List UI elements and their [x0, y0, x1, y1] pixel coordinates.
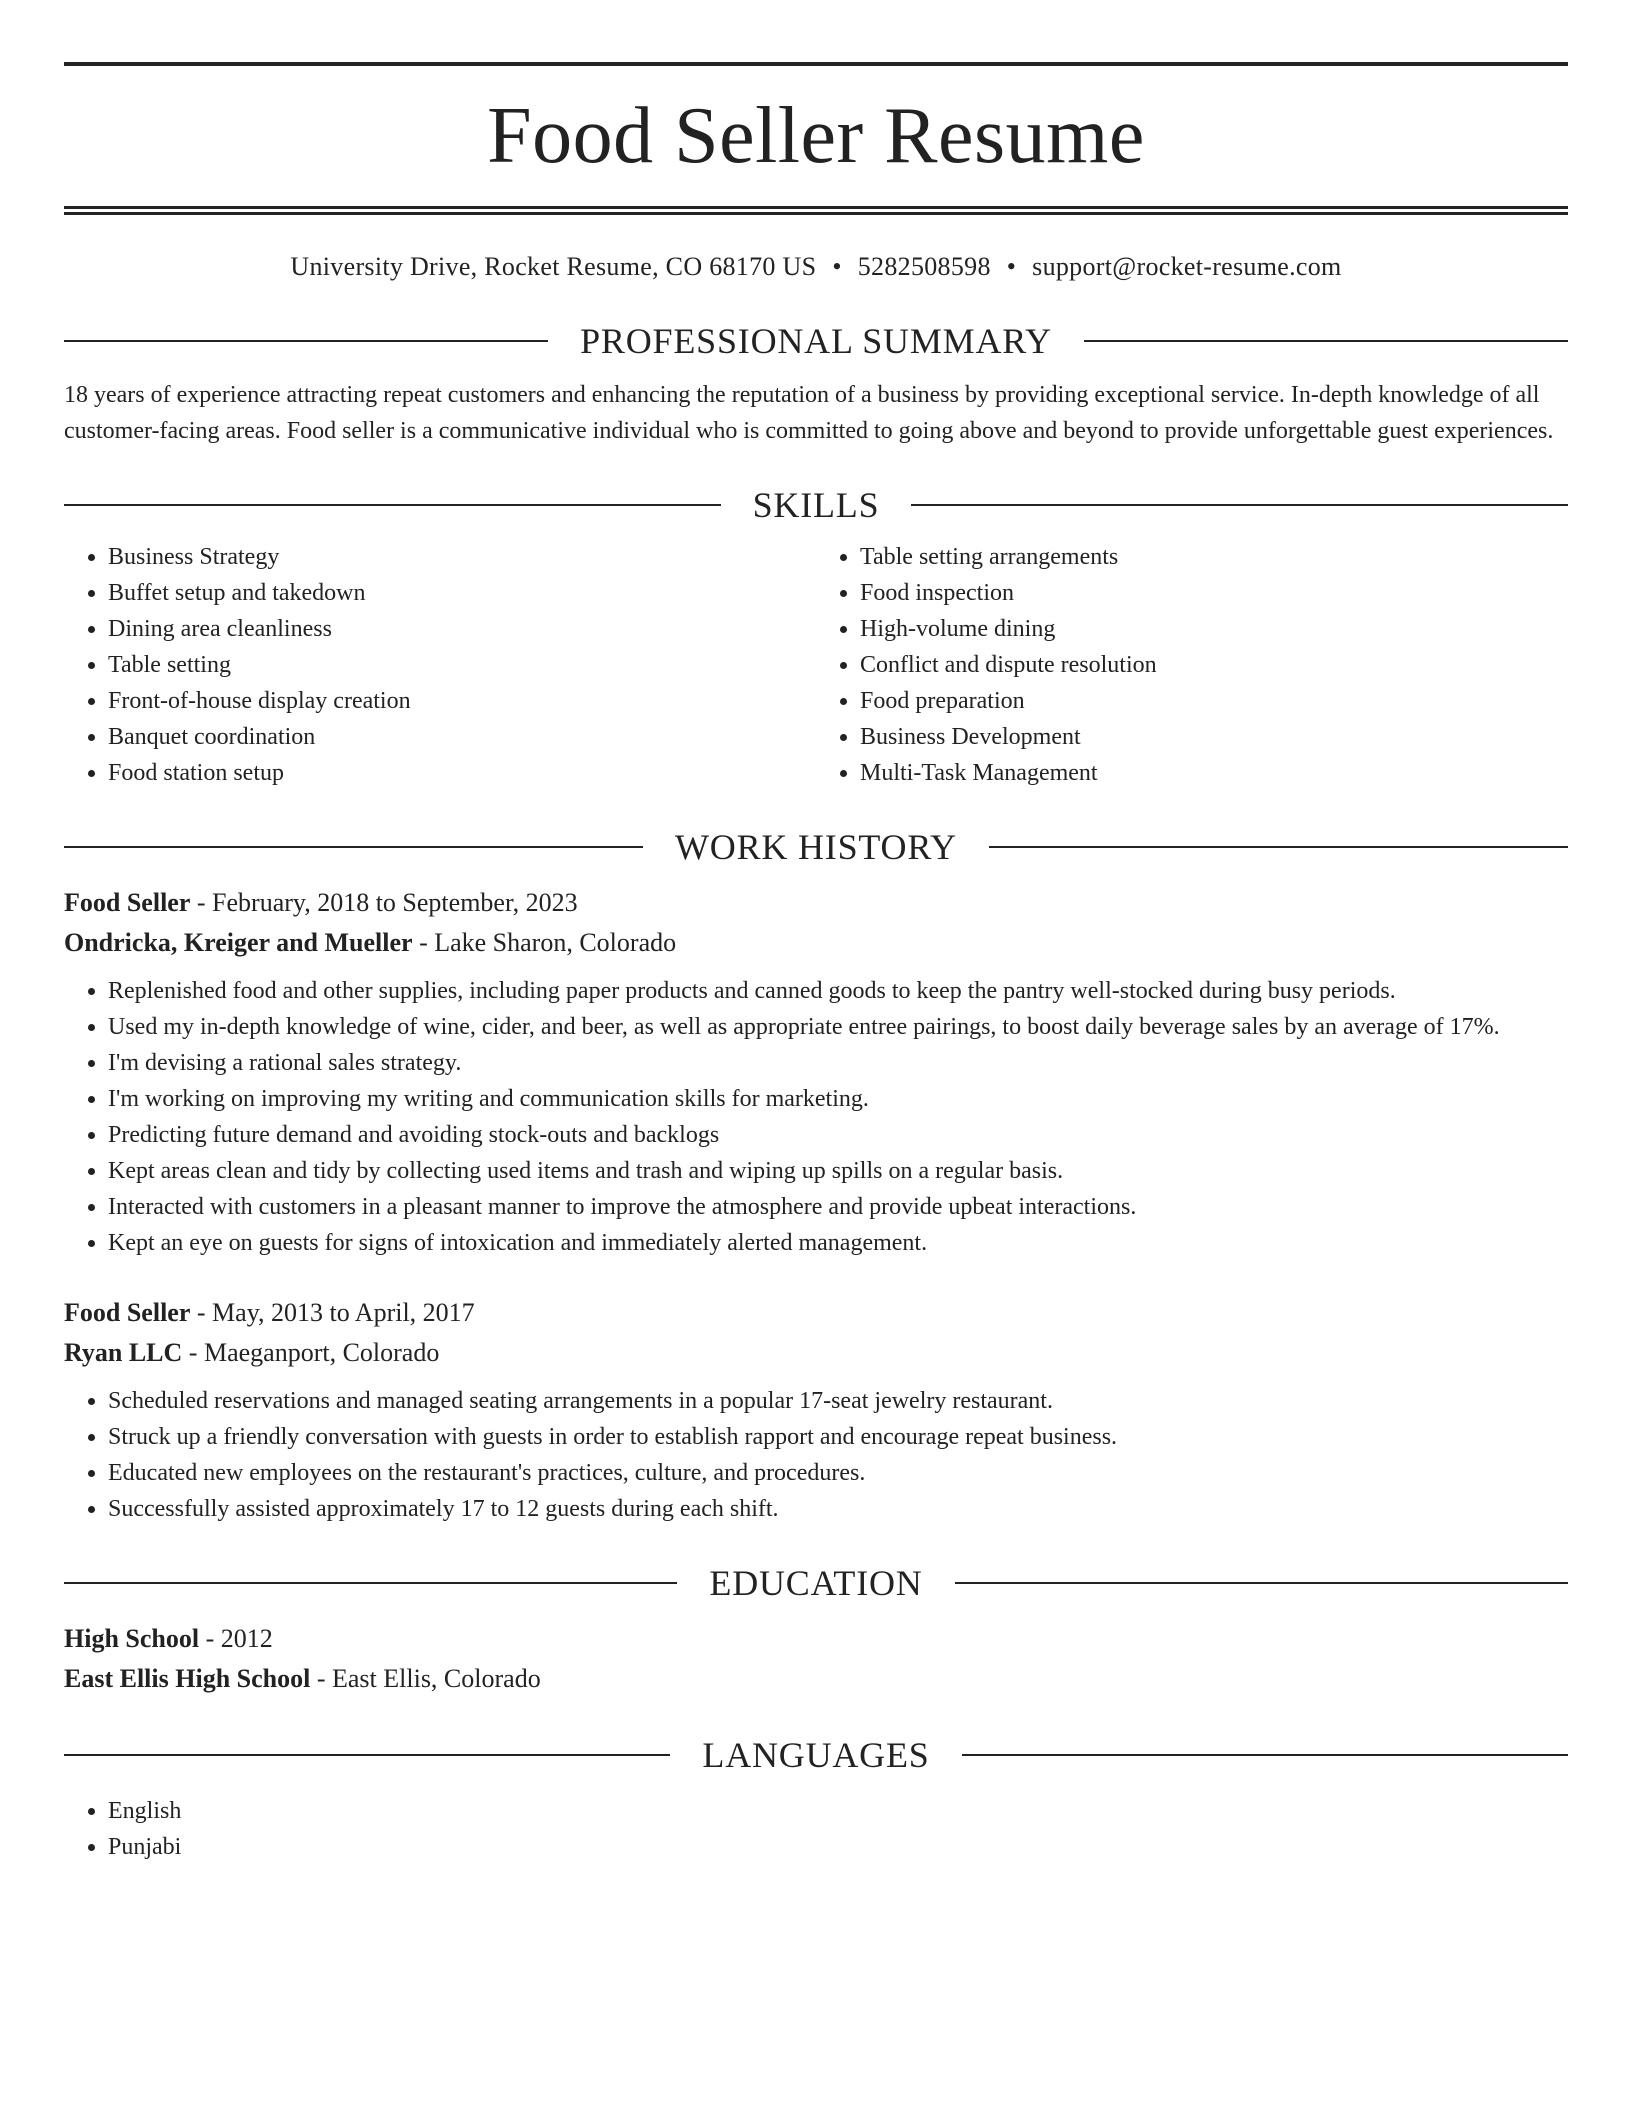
section-title-languages: LANGUAGES	[702, 1735, 930, 1775]
education-year: - 2012	[199, 1624, 273, 1653]
job-bullet: • Successfully assisted approximately 17 to 12 guests during each shift.	[108, 1491, 1568, 1527]
contact-separator: •	[1006, 252, 1017, 281]
job-bullet: • I'm devising a rational sales strategy.	[108, 1045, 1568, 1081]
page-title: Food Seller Resume	[487, 92, 1145, 180]
skill-item: • Conflict and dispute resolution	[860, 647, 1568, 683]
education-entry	[64, 1619, 1568, 1699]
contact-phone: 5282508598	[857, 252, 991, 281]
divider-line	[1084, 340, 1568, 342]
divider-line	[64, 1582, 677, 1584]
job-bullet: • Kept areas clean and tidy by collecting used items and trash and wiping up spills on a regular basis.	[108, 1153, 1568, 1189]
skill-item: • Front-of-house display creation	[108, 683, 816, 719]
language-item: • English	[108, 1793, 1568, 1829]
section-header-skills	[64, 481, 1568, 529]
education-degree-line	[64, 1619, 1568, 1659]
job-company: Ondricka, Kreiger and Mueller	[64, 928, 413, 957]
skill-item: • High-volume dining	[860, 611, 1568, 647]
job-location: - Lake Sharon, Colorado	[412, 928, 677, 957]
contact-address: University Drive, Rocket Resume, CO 68170 US	[290, 252, 817, 281]
skills-grid	[64, 539, 1568, 791]
section-header-languages	[64, 1731, 1568, 1779]
education-school-line	[64, 1659, 1568, 1699]
summary-text: 18 years of experience attracting repeat customers and enhancing the reputation of a business by providing exceptional service. In-depth knowledge of all customer-facing areas. Food seller is a communicative individual who is committed to going above and beyond to provide unforgettable guest experiences.	[64, 382, 1554, 444]
divider-line	[962, 1754, 1568, 1756]
skill-item: • Business Development	[860, 719, 1568, 755]
contact-email: support@rocket-resume.com	[1032, 252, 1342, 281]
education-school: East Ellis High School	[64, 1664, 311, 1693]
education-degree: High School	[64, 1624, 200, 1653]
divider-line	[64, 846, 643, 848]
divider-line	[64, 504, 721, 506]
job-location: - Maeganport, Colorado	[182, 1338, 440, 1367]
job-company-line	[64, 923, 1568, 963]
skill-item: • Food preparation	[860, 683, 1568, 719]
skill-item: • Table setting	[108, 647, 816, 683]
job-bullet: • Kept an eye on guests for signs of intoxication and immediately alerted management.	[108, 1225, 1568, 1261]
skill-item: • Buffet setup and takedown	[108, 575, 816, 611]
job-bullets	[64, 973, 1568, 1261]
languages-list	[64, 1793, 1568, 1865]
section-title-work: WORK HISTORY	[675, 827, 957, 867]
section-title-summary: PROFESSIONAL SUMMARY	[580, 321, 1052, 361]
job-bullet: • Educated new employees on the restaurant's practices, culture, and procedures.	[108, 1455, 1568, 1491]
job-company-line	[64, 1333, 1568, 1373]
skill-item: • Food station setup	[108, 755, 816, 791]
skill-item: • Banquet coordination	[108, 719, 816, 755]
section-title-education: EDUCATION	[709, 1563, 923, 1603]
skill-item: • Table setting arrangements	[860, 539, 1568, 575]
job-bullet: • Struck up a friendly conversation with guests in order to establish rapport and encourage repeat business.	[108, 1419, 1568, 1455]
education-location: - East Ellis, Colorado	[310, 1664, 541, 1693]
job-title-line	[64, 1293, 1568, 1333]
job-bullet: • Replenished food and other supplies, including paper products and canned goods to keep the pantry well-stocked during busy periods.	[108, 973, 1568, 1009]
job-entry	[64, 883, 1568, 1261]
divider-line	[64, 340, 548, 342]
job-company: Ryan LLC	[64, 1338, 183, 1367]
job-entry	[64, 1293, 1568, 1527]
job-dates: - May, 2013 to April, 2017	[190, 1298, 475, 1327]
job-bullet: • Predicting future demand and avoiding stock-outs and backlogs	[108, 1117, 1568, 1153]
title-double-rule	[64, 206, 1568, 215]
divider-line	[989, 846, 1568, 848]
skills-list-right	[816, 539, 1568, 791]
section-header-summary	[64, 317, 1568, 365]
contact-separator: •	[832, 252, 842, 281]
divider-line	[955, 1582, 1568, 1584]
divider-line	[64, 1754, 670, 1756]
job-title: Food Seller	[64, 1298, 191, 1327]
job-bullet: • Scheduled reservations and managed seating arrangements in a popular 17-seat jewelry restaurant.	[108, 1383, 1568, 1419]
skill-item: • Multi-Task Management	[860, 755, 1568, 791]
skill-item: • Dining area cleanliness	[108, 611, 816, 647]
skills-list-left	[64, 539, 816, 791]
job-title-line	[64, 883, 1568, 923]
job-bullet: • Interacted with customers in a pleasant manner to improve the atmosphere and provide upbeat interactions.	[108, 1189, 1568, 1225]
divider-line	[911, 504, 1568, 506]
section-title-skills: SKILLS	[752, 485, 880, 525]
section-header-education	[64, 1559, 1568, 1607]
language-item: • Punjabi	[108, 1829, 1568, 1865]
job-bullets	[64, 1383, 1568, 1527]
section-header-work	[64, 823, 1568, 871]
job-dates: - February, 2018 to September, 2023	[190, 888, 578, 917]
job-title: Food Seller	[64, 888, 191, 917]
skill-item: • Business Strategy	[108, 539, 816, 575]
job-bullet: • I'm working on improving my writing and communication skills for marketing.	[108, 1081, 1568, 1117]
skill-item: • Food inspection	[860, 575, 1568, 611]
contact-line	[64, 249, 1568, 285]
job-bullet: • Used my in-depth knowledge of wine, cider, and beer, as well as appropriate entree pairings, to boost daily beverage sales by an average of 17%.	[108, 1009, 1568, 1045]
